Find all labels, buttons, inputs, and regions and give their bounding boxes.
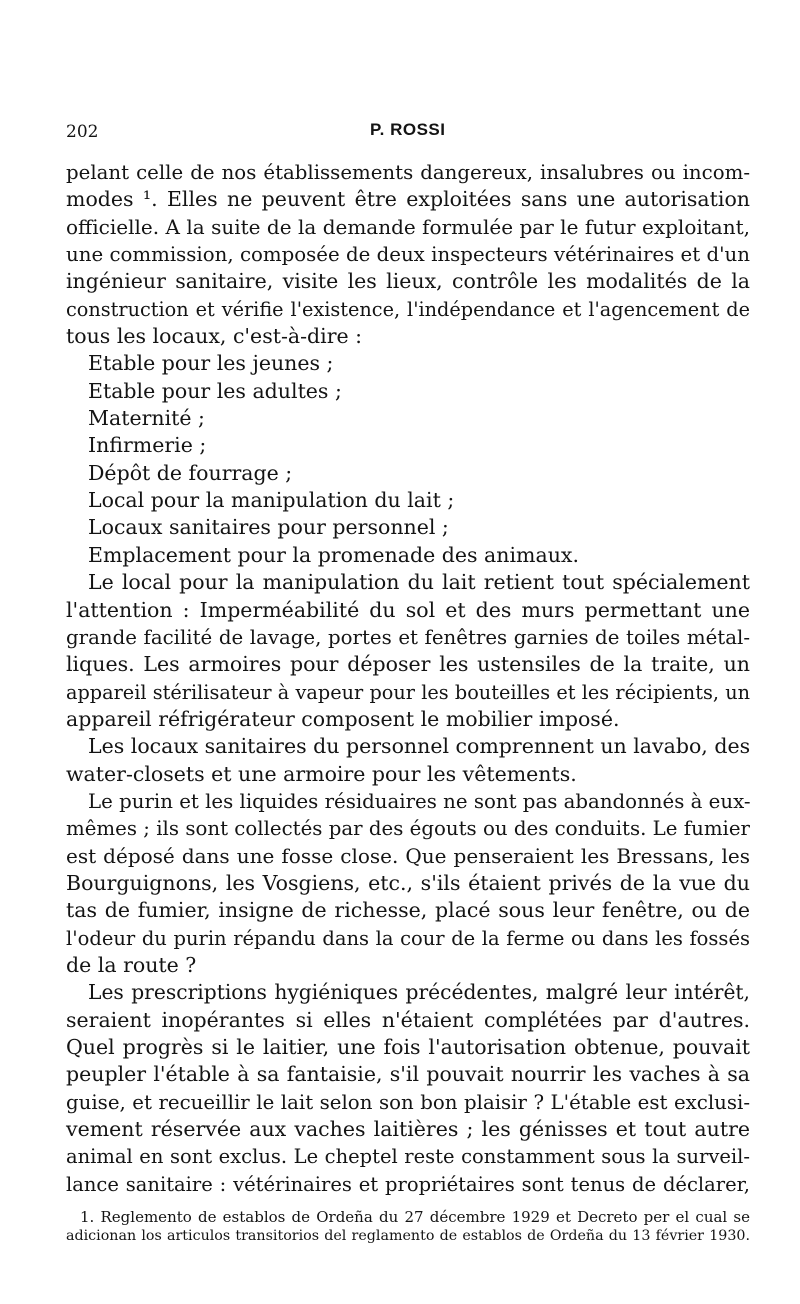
text-line: officielle. A la suite de la demande formulée par le futur exploitant, xyxy=(66,214,750,239)
text-line: lance sanitaire : vétérinaires et propriétaires sont tenus de déclarer, xyxy=(66,1172,750,1196)
text-line: mêmes ; ils sont collectés par des égouts ou des conduits. Le fumier xyxy=(66,817,750,841)
list-item: Maternité ; xyxy=(88,406,205,431)
text-line: seraient inopérantes si elles n'étaient complétées par d'autres. xyxy=(66,1007,750,1032)
body-text xyxy=(66,159,750,1198)
text-line: pelant celle de nos établissements dangereux, insalubres ou incom- xyxy=(66,161,750,184)
list-item: Local pour la manipulation du lait ; xyxy=(88,488,455,513)
text-line: Les locaux sanitaires du personnel comprennent un lavabo, des xyxy=(88,734,751,759)
text-line: ingénieur sanitaire, visite les lieux, contrôle les modalités de la xyxy=(66,269,750,294)
text-line: peupler l'étable à sa fantaisie, s'il pouvait nourrir les vaches à sa xyxy=(66,1062,750,1087)
text-line: appareil stérilisateur à vapeur pour les bouteilles et les récipients, un xyxy=(66,680,750,704)
text-line: Bourguignons, les Vosgiens, etc., s'ils étaient privés de la vue du xyxy=(66,870,750,895)
text-line: modes ¹. Elles ne peuvent être exploitées sans une autorisation xyxy=(66,187,750,212)
text-line: l'odeur du purin répandu dans la cour de la ferme ou dans les fossés xyxy=(66,926,750,950)
list-item: Emplacement pour la promenade des animaux. xyxy=(88,542,579,567)
text-line: de la route ? xyxy=(66,952,197,977)
footnotes xyxy=(66,1208,750,1246)
text-line: Les prescriptions hygiéniques précédentes, malgré leur intérêt, xyxy=(88,980,750,1005)
text-line: animal en sont exclus. Le cheptel reste constamment sous la surveil- xyxy=(66,1145,750,1169)
text-line: tas de fumier, insigne de richesse, placé sous leur fenêtre, ou de xyxy=(66,898,750,923)
page-header xyxy=(66,122,750,146)
text-line: l'attention : Imperméabilité du sol et des murs permettant une xyxy=(66,597,750,622)
text-line: water-closets et une armoire pour les vêtements. xyxy=(66,761,577,786)
list-item: Etable pour les adultes ; xyxy=(88,378,342,403)
text-line: une commission, composée de deux inspecteurs vétérinaires et d'un xyxy=(66,243,750,267)
text-line: tous les locaux, c'est-à-dire : xyxy=(66,324,363,349)
text-line: vement réservée aux vaches laitières ; les génisses et tout autre xyxy=(66,1117,750,1142)
text-line: Le local pour la manipulation du lait retient tout spécialement xyxy=(88,570,750,595)
page-number: 202 xyxy=(66,122,99,142)
text-line: guise, et recueillir le lait selon son bon plaisir ? L'étable est exclusi- xyxy=(66,1090,750,1114)
list-item: Dépôt de fourrage ; xyxy=(88,460,293,485)
list-item: Locaux sanitaires pour personnel ; xyxy=(88,515,449,540)
list-item: Etable pour les jeunes ; xyxy=(88,351,334,376)
text-line: construction et vérifie l'existence, l'indépendance et l'agencement de xyxy=(66,297,750,321)
text-line: est déposé dans une fosse close. Que penseraient les Bressans, les xyxy=(66,843,750,868)
text-line: grande facilité de lavage, portes et fenêtres garnies de toiles métal- xyxy=(66,625,750,649)
text-line: appareil réfrigérateur composent le mobilier imposé. xyxy=(66,706,620,731)
text-line: liques. Les armoires pour déposer les ustensiles de la traite, un xyxy=(66,652,750,677)
text-line: Quel progrès si le laitier, une fois l'autorisation obtenue, pouvait xyxy=(66,1035,750,1059)
footnote-line: 1. Reglemento de establos de Ordeña du 27 décembre 1929 et Decreto per el cual se xyxy=(80,1208,750,1226)
text-line: Le purin et les liquides résiduaires ne sont pas abandonnés à eux- xyxy=(88,789,751,813)
footnote-line: adicionan los articulos transitorios del reglamento de establos de Ordeña du 13 février 1930. xyxy=(66,1228,750,1244)
running-head: P. ROSSI xyxy=(370,120,446,139)
list-item: Infirmerie ; xyxy=(88,433,207,458)
